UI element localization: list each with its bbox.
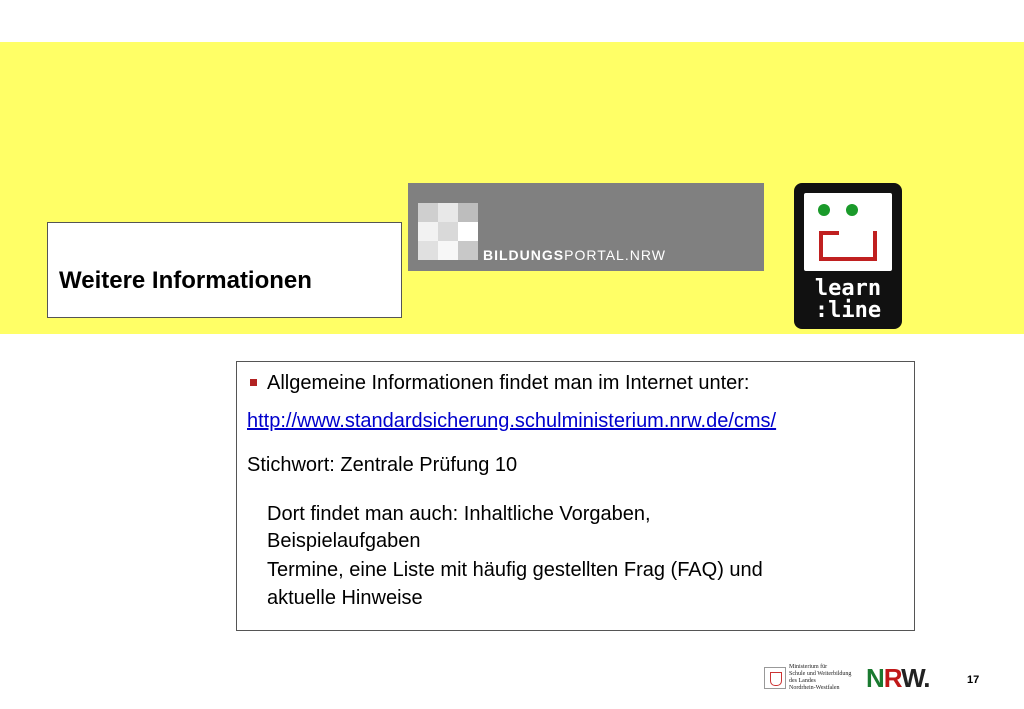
ministry-name: Ministerium für Schule und Weiterbildung des Landes Nordrhein-Westfalen: [789, 664, 852, 691]
bullet-text: Allgemeine Informationen findet man im Internet unter:: [267, 372, 750, 394]
bildungsportal-wordmark: BILDUNGSPORTAL.NRW: [483, 247, 666, 263]
square-bullet-icon: [250, 379, 257, 386]
keyword-text: Stichwort: Zentrale Prüfung 10: [247, 454, 518, 476]
detail-line: Termine, eine Liste mit häufig gestellten Frag (FAQ) und: [267, 559, 763, 581]
nrw-logo: NRW.: [866, 663, 930, 693]
website-link[interactable]: http://www.standardsicherung.schulministerium.nrw.de/cms/: [247, 410, 777, 432]
title-box: [47, 222, 402, 318]
info-box: [236, 361, 915, 631]
mosaic-icon: [418, 203, 478, 261]
learnline-wordmark: learn :line: [814, 276, 882, 323]
page-title: Weitere Informationen: [59, 267, 312, 294]
learnline-logo: [794, 183, 902, 329]
coat-of-arms-icon: [764, 667, 786, 689]
detail-line: Dort findet man auch: Inhaltliche Vorgaben,: [267, 503, 651, 525]
page-number: 17: [967, 674, 980, 686]
bildungsportal-logo: [408, 183, 764, 271]
detail-line: aktuelle Hinweise: [267, 587, 423, 609]
smiley-icon: [804, 193, 892, 271]
detail-line: Beispielaufgaben: [267, 530, 421, 552]
footer: [764, 663, 984, 693]
